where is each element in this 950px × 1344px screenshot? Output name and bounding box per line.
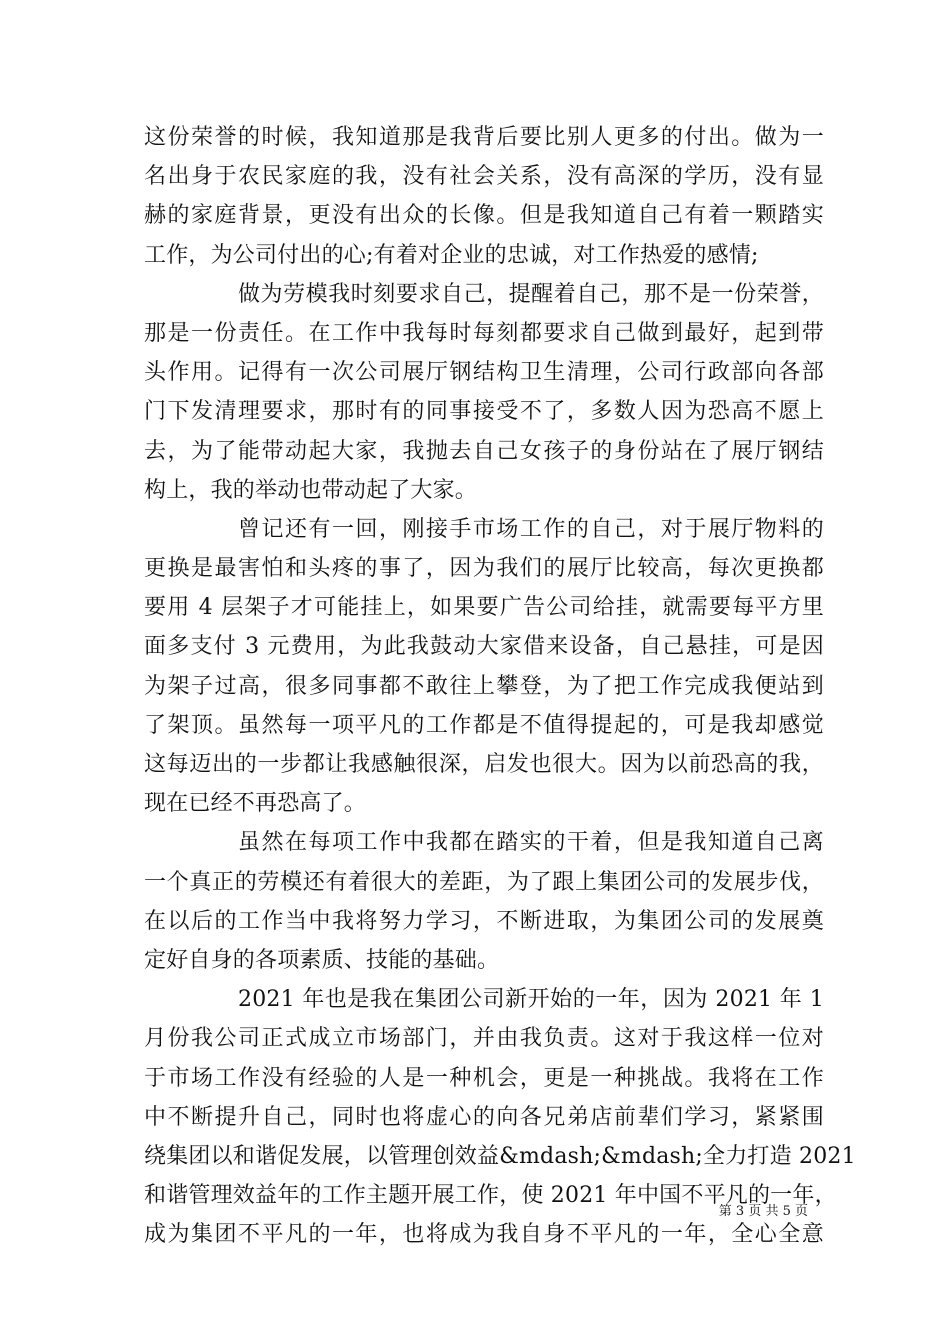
paragraph-first-line: 做为劳模我时刻要求自己，提醒着自己，那不是一份荣誉， bbox=[238, 281, 824, 307]
text-line: 定好自身的各项素质、技能的基础。 bbox=[144, 947, 500, 973]
text-line: 头作用。记得有一次公司展厅钢结构卫生清理，公司行政部向各部 bbox=[144, 360, 824, 386]
text-line: 那是一份责任。在工作中我每时每刻都要求自己做到最好，起到带 bbox=[144, 320, 824, 346]
text-line: 在以后的工作当中我将努力学习，不断进取，为集团公司的发展奠 bbox=[144, 908, 824, 934]
text-line: 绕集团以和谐促发展，以管理创效益&mdash;&mdash;全力打造 2021 bbox=[144, 1143, 856, 1169]
text-line: 这每迈出的一步都让我感触很深，启发也很大。因为以前恐高的我， bbox=[144, 752, 824, 777]
text-line: 构上，我的举动也带动起了大家。 bbox=[144, 477, 478, 503]
page-number: 第 3 页 共 5 页 bbox=[718, 1204, 808, 1219]
text-line: 要用 4 层架子才可能挂上，如果要广告公司给挂，就需要每平方里 bbox=[144, 595, 824, 621]
text-line: 门下发清理要求，那时有的同事接受不了，多数人因为恐高不愿上 bbox=[144, 399, 824, 425]
text-line: 为架子过高，很多同事都不敢往上攀登，为了把工作完成我便站到 bbox=[144, 673, 824, 699]
text-line: 中不断提升自己，同时也将虚心的向各兄弟店前辈们学习，紧紧围 bbox=[144, 1104, 824, 1130]
text-line: 现在已经不再恐高了。 bbox=[144, 791, 367, 817]
text-line: 于市场工作没有经验的人是一种机会，更是一种挑战。我将在工作 bbox=[144, 1065, 824, 1091]
text-line: 成为集团不平凡的一年，也将成为我自身不平凡的一年，全心全意 bbox=[144, 1222, 824, 1248]
document-body bbox=[144, 118, 856, 1254]
text-line: 这份荣誉的时候，我知道那是我背后要比别人更多的付出。做为一 bbox=[144, 125, 824, 150]
paragraph-first-line: 2021 年也是我在集团公司新开始的一年，因为 2021 年 1 bbox=[238, 987, 824, 1013]
text-line: 月份我公司正式成立市场部门，并由我负责。这对于我这样一位对 bbox=[144, 1026, 824, 1052]
text-line: 去，为了能带动起大家，我抛去自己女孩子的身份站在了展厅钢结 bbox=[144, 438, 824, 464]
text-line: 一个真正的劳模还有着很大的差距，为了跟上集团公司的发展步伐， bbox=[144, 869, 824, 895]
text-line: 面多支付 3 元费用，为此我鼓动大家借来设备，自己悬挂，可是因 bbox=[144, 634, 824, 660]
paragraph-first-line: 曾记还有一回，刚接手市场工作的自己，对于展厅物料的 bbox=[238, 516, 824, 542]
text-line: 了架顶。虽然每一项平凡的工作都是不值得提起的，可是我却感觉 bbox=[144, 712, 824, 738]
text-line: 名出身于农民家庭的我，没有社会关系，没有高深的学历，没有显 bbox=[144, 164, 824, 190]
text-line: 和谐管理效益年的工作主题开展工作，使 2021 年中国不平凡的一年， bbox=[144, 1183, 837, 1209]
text-line: 工作，为公司付出的心;有着对企业的忠诚，对工作热爱的感情; bbox=[144, 242, 759, 268]
text-line: 更换是最害怕和头疼的事了，因为我们的展厅比较高，每次更换都 bbox=[144, 556, 824, 582]
paragraph-first-line: 虽然在每项工作中我都在踏实的干着，但是我知道自己离 bbox=[238, 830, 824, 856]
text-line: 赫的家庭背景，更没有出众的长像。但是我知道自己有着一颗踏实 bbox=[144, 203, 824, 229]
